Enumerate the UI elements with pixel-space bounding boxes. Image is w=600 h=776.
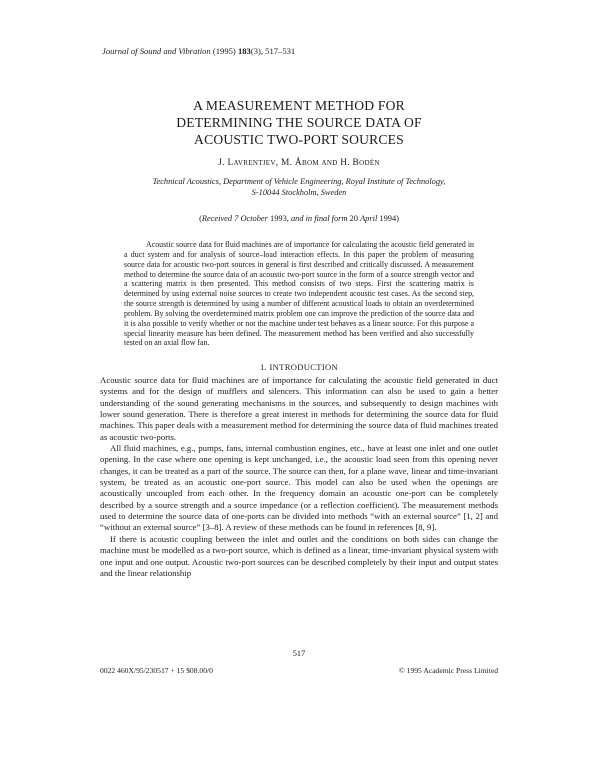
copyright-notice: © 1995 Academic Press Limited: [399, 666, 498, 675]
title-line: ACOUSTIC TWO-PORT SOURCES: [194, 132, 404, 147]
received-dates: [100, 214, 498, 223]
journal-name: Journal of Sound and Vibration: [102, 46, 211, 56]
affiliation: [100, 177, 498, 198]
title-line: DETERMINING THE SOURCE DATA OF: [176, 115, 422, 130]
final-form-label: and in final form: [290, 214, 348, 223]
journal-citation: [102, 46, 295, 56]
section-heading: 1. INTRODUCTION: [259, 362, 339, 372]
affiliation-line: Technical Acoustics, Department of Vehicle Engineering, Royal Institute of Technology,: [152, 177, 446, 186]
title-line: A MEASUREMENT METHOD FOR: [193, 98, 405, 113]
page-number: 517: [292, 649, 306, 658]
abstract: Acoustic source data for fluid machines are of importance for calculating the acoustic field generated in a duct system and for analysis of source–load interaction effects. In this paper the problem of measuring source data for acoustic two-port sources in general is first described and critically discussed. A measurement method to determine the source data of an acoustic two-port source in the form of a source strength vector and a scattering matrix is then presented. This method consists of two steps. First the scattering matrix is determined by using external noise sources to create two independent acoustic test cases. As the second step, the source strength is determined by using a number of different acoustical loads to obtain an overdetermined problem. By solving the overdetermined matrix problem one can improve the prediction of the source data and it is also possible to verify whether or not the machine under test behaves as a linear source. For this purpose a special linearity measure has been defined. The measurement method has been verified and also successfully tested on an axial flow fan.: [124, 240, 474, 348]
received-label: Received: [201, 214, 233, 223]
journal-year: (1995): [212, 46, 236, 56]
article-code: 0022 460X/95/230517 + 15 $08.00/0: [100, 666, 213, 675]
final-form-day: 20: [349, 214, 358, 223]
journal-issue-pages: (3), 517–531: [250, 46, 296, 56]
paper-title: [100, 97, 498, 148]
paragraph: If there is acoustic coupling between the inlet and outlet and the conditions on both sides can change the machine must be modelled as a two-port source, which is defined as a linear, time-invariant physical system with one input and one output. Acoustic two-port sources can be described completely by their input and output states and the linear relationship: [100, 533, 498, 578]
body-text: [100, 375, 498, 579]
authors: J. Lavrentjev, M. Åbom and H. Bodén: [218, 158, 380, 168]
affiliation-line: S-10044 Stockholm, Sweden: [251, 187, 347, 197]
received-year: 1993,: [270, 214, 289, 223]
journal-volume: 183: [237, 46, 251, 56]
paragraph: All fluid machines, e.g., pumps, fans, internal combustion engines, etc., have at least one inlet and one outlet opening. In the case where one opening is kept unchanged, i.e., the acoustic load seen from this opening never changes, it can be treated as a part of the source. The source can then, for a plane wave, linear and time-invariant system, be treated as an acoustic one-port source. This model can also be used when the openings are acoustically uncoupled from each other. In the frequency domain an acoustic one-port can be completely described by a source strength and a source impedance (or a reflection coefficient). The measurement methods used to determine the source data of one-ports can be divided into methods “with an external source” [1, 2] and “without an external source” [3–8]. A review of these methods can be found in references [8, 9].: [100, 443, 498, 533]
paragraph: Acoustic source data for fluid machines are of importance for calculating the acoustic field generated in duct systems and for the design of mufflers and silencers. This information can also be used to gain a better understanding of the sound generating mechanisms in the sources, and subsequently to design machines with lower sound generation. There is therefore a great interest in methods for determining the source data for fluid machines. This paper deals with a measurement method for determining the source data of fluid machines treated as acoustic two-ports.: [100, 375, 498, 442]
final-form-year: 1994): [379, 214, 399, 223]
received-open: (: [199, 214, 202, 223]
final-form-month: April: [360, 214, 378, 223]
received-date: 7 October: [234, 214, 268, 223]
